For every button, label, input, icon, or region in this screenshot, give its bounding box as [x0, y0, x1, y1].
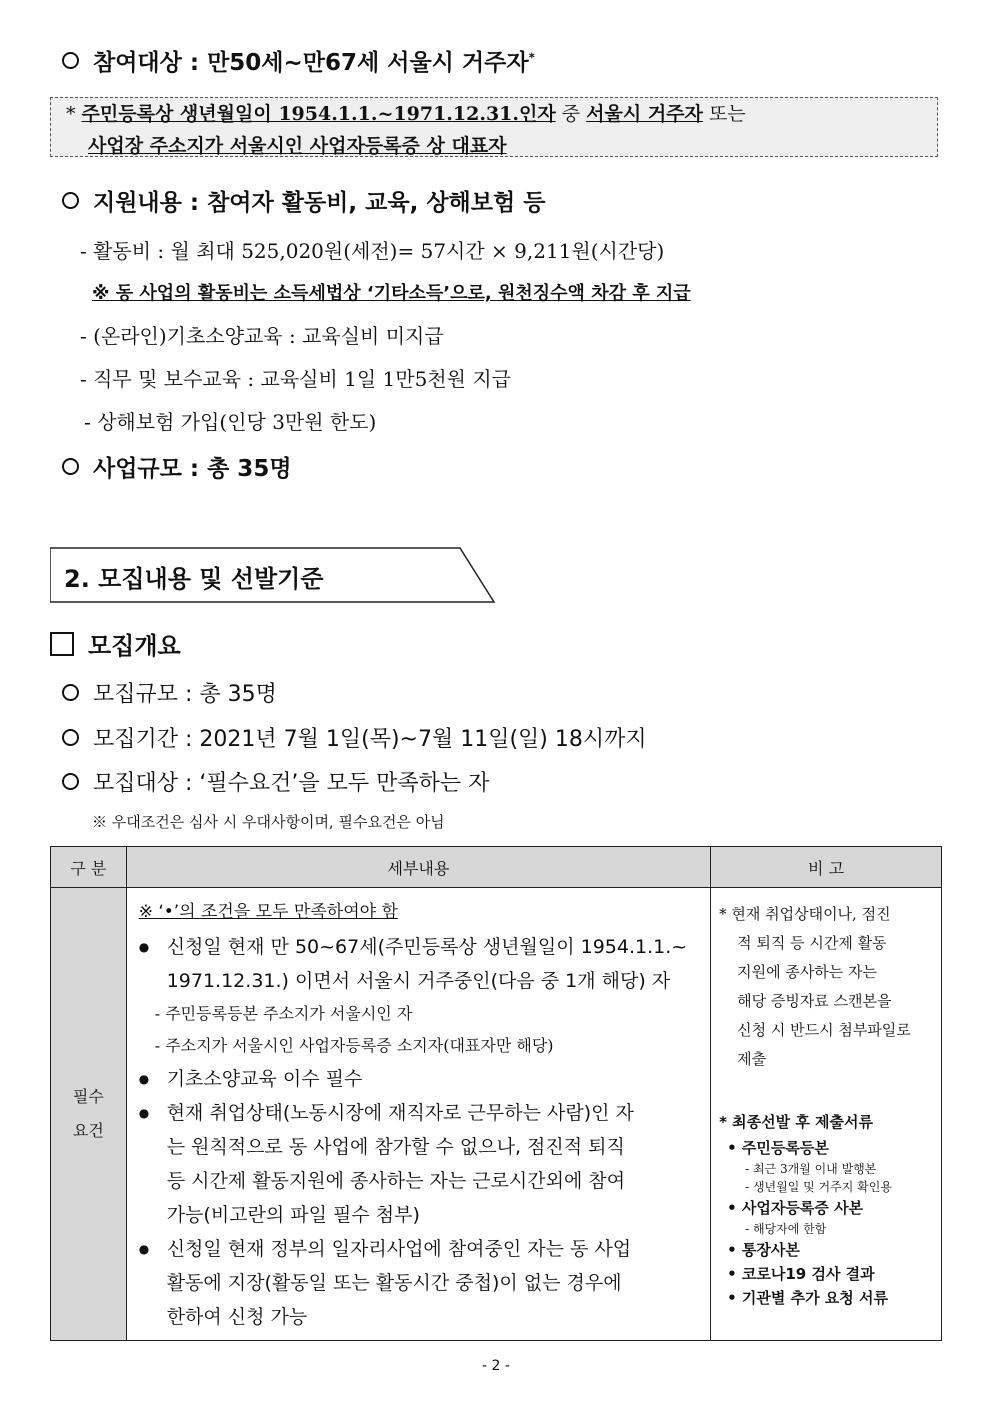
b3-line-4: 가능(비고란의 파일 필수 첨부)	[166, 1204, 420, 1226]
details-cell	[126, 888, 710, 1341]
b2-text: 기초소양교육 이수 필수	[166, 1068, 363, 1090]
remark-line: * 현재 취업상태이나, 점진	[719, 905, 891, 923]
recruit-target-text: 모집대상 : ‘필수요건’을 모두 만족하는 자	[93, 771, 490, 796]
recruit-period-text: 모집기간 : 2021년 7월 1일(목)~7월 11일(일) 18시까지	[93, 727, 647, 752]
scale-line	[62, 450, 292, 483]
list-item	[139, 1232, 700, 1266]
list-item	[139, 1096, 700, 1130]
circle-bullet-icon	[62, 458, 79, 475]
detail-note-text: ※ ‘•’의 조건을 모두 만족하여야 함	[138, 902, 398, 922]
circle-bullet-icon	[62, 684, 79, 701]
note-or-text: 또는	[702, 103, 746, 125]
doc-item-resident-register: • 주민등록등본	[727, 1139, 829, 1157]
b4-line-2: 활동에 지장(활동일 또는 활동시간 중첩)이 없는 경우에	[166, 1272, 622, 1294]
table-row	[51, 888, 942, 1341]
activity-fee-text: - 활동비 : 월 최대 525,020원(세전)= 57시간 × 9,211원(시간당)	[80, 239, 665, 263]
preference-note: ※ 우대조건은 심사 시 우대사항이며, 필수요건은 아님	[92, 813, 445, 831]
circle-bullet-icon	[62, 52, 79, 69]
recruit-period-line	[62, 722, 647, 753]
remark-line: 적 퇴직 등 시간제 활동	[737, 934, 887, 952]
note-business-text: 사업장 주소지가 서울시인 사업자등록증 상 대표자	[88, 135, 507, 157]
participants-footnote-mark: *	[528, 50, 535, 65]
b1-line-1: 신청일 현재 만 50~67세(주민등록상 생년월일이 1954.1.1.~	[166, 936, 688, 958]
participants-line	[62, 44, 535, 77]
row-label-line-2: 요건	[72, 1121, 104, 1140]
remark-line: 지원에 종사하는 자는	[737, 963, 878, 981]
remark-line: 제출	[737, 1050, 767, 1068]
recruit-scale-line	[62, 677, 277, 708]
job-edu-text: - 직무 및 보수교육 : 교육실비 1일 1만5천원 지급	[80, 367, 511, 391]
header-details: 세부내용	[126, 847, 710, 888]
doc-item-additional: • 기관별 추가 요청 서류	[727, 1289, 888, 1307]
b4-line-3: 한하여 신청 가능	[166, 1306, 308, 1328]
doc-subitem: - 최근 3개월 이내 발행본	[745, 1162, 877, 1176]
sub-item-business: - 주소지가 서울시인 사업자등록증 소지자(대표자만 해당)	[154, 1036, 554, 1055]
b1-line-2: 1971.12.31.) 이면서 서울시 거주중인(다음 중 1개 해당) 자	[166, 970, 671, 992]
online-edu-text: - (온라인)기초소양교육 : 교육실비 미지급	[80, 324, 444, 348]
b3-line-2: 는 원칙적으로 동 사업에 참가할 수 없으나, 점진적 퇴직	[166, 1136, 625, 1158]
note-line-1	[66, 99, 746, 126]
note-star: *	[66, 103, 76, 125]
participants-text: 참여대상 : 만50세~만67세 서울시 거주자	[93, 50, 529, 76]
doc-item-covid-test: • 코로나19 검사 결과	[727, 1265, 875, 1283]
scale-text: 사업규모 : 총 35명	[93, 456, 292, 482]
doc-item-bankbook: • 통장사본	[727, 1241, 800, 1259]
tax-note-text: ※ 동 사업의 활동비는 소득세법상 ‘기타소득’으로, 원천징수액 차감 후 지급	[92, 283, 691, 304]
checkbox-square-icon	[50, 632, 74, 656]
support-text: 지원내용 : 참여자 활동비, 교육, 상해보험 등	[93, 190, 546, 216]
section-title: 2. 모집내용 및 선발기준	[64, 565, 324, 593]
support-line	[62, 184, 545, 217]
note-resident-text: 서울시 거주자	[586, 103, 703, 125]
note-line-2	[88, 131, 507, 158]
doc-item-business-registration: • 사업자등록증 사본	[727, 1199, 864, 1217]
overview-text: 모집개요	[88, 632, 181, 660]
header-remarks: 비 고	[711, 847, 942, 888]
b3-line-3: 등 시간제 활동지원에 종사하는 자는 근로시간외에 참여	[166, 1170, 626, 1192]
remarks-cell	[711, 888, 942, 1341]
doc-subitem: - 해당자에 한함	[745, 1222, 827, 1236]
recruit-target-line	[62, 766, 489, 797]
note-middle-text: 중	[555, 103, 587, 125]
remark-line: 해당 증빙자료 스캔본을	[737, 992, 892, 1010]
submission-docs-title: * 최종선발 후 제출서류	[719, 1113, 874, 1131]
page-number: - 2 -	[482, 1358, 510, 1374]
b4-line-1: 신청일 현재 정부의 일자리사업에 참여중인 자는 동 사업	[166, 1238, 632, 1260]
remark-line: 신청 시 반드시 첨부파일로	[737, 1021, 911, 1039]
detail-note	[139, 898, 700, 926]
section-title-box	[50, 547, 470, 602]
circle-bullet-icon	[62, 192, 79, 209]
b3-line-1: 현재 취업상태(노동시장에 재직자로 근무하는 사람)인 자	[166, 1102, 634, 1124]
sub-item-address: - 주민등록등본 주소지가 서울시인 자	[154, 1004, 413, 1023]
header-category: 구 분	[51, 847, 127, 888]
circle-bullet-icon	[62, 729, 79, 746]
list-item	[139, 930, 700, 964]
list-item	[139, 1062, 700, 1096]
requirements-table	[50, 846, 942, 1341]
doc-subitem: - 생년월일 및 거주지 확인용	[745, 1180, 892, 1194]
circle-bullet-icon	[62, 773, 79, 790]
overview-heading	[50, 626, 181, 661]
row-label-line-1: 필수	[72, 1087, 104, 1106]
table-header-row	[51, 847, 942, 888]
recruit-scale-text: 모집규모 : 총 35명	[93, 682, 277, 707]
note-birthdate-text: 주민등록상 생년월일이 1954.1.1.~1971.12.31.인자	[81, 103, 556, 125]
insurance-text: - 상해보험 가입(인당 3만원 한도)	[84, 410, 377, 434]
row-label	[51, 888, 127, 1341]
